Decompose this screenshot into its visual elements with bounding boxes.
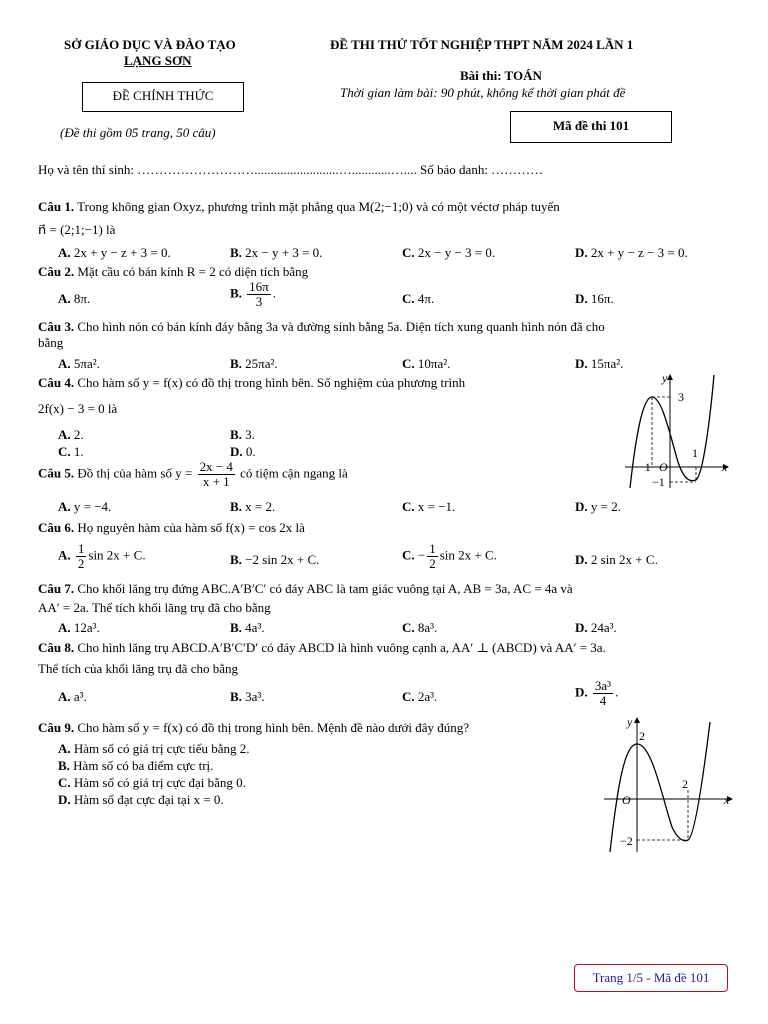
option-tail: . [615,684,619,700]
question-4 [38,374,465,391]
q9-option-d[interactable] [58,791,224,808]
question-text: AA′ = 2a. Thể tích khối lăng trụ đã cho bằng [38,600,271,615]
option-prefix: − [417,547,426,563]
question-1 [38,198,732,215]
question-text: Mặt cầu có bán kính R = 2 có diện tích bằng [77,264,309,279]
question-label: Câu 1. [38,199,75,214]
option-label: A. [58,291,71,306]
q9-option-a[interactable] [58,740,250,757]
option-text: 2a³. [417,689,438,704]
option-text: 8π. [73,291,91,306]
option-label: D. [230,444,243,459]
question-label: Câu 8. [38,640,75,655]
option-label: B. [230,285,242,301]
q5-option-c[interactable] [402,498,455,515]
numerator: 1 [429,541,436,556]
q6-option-c[interactable] [402,542,497,571]
option-text: 10πa². [417,356,451,371]
option-text: 15πa². [590,356,624,371]
option-label: D. [575,291,588,306]
question-text: Cho hàm số y = f(x) có đồ thị trong hình bên. Mệnh đề nào dưới đây đúng? [77,720,470,735]
tick-label: 2 [639,729,645,743]
option-text: Hàm số đạt cực đại tại x = 0. [73,792,224,807]
time-note: Thời gian làm bài: 90 phút, không kể thời gian phát đề [340,85,626,100]
option-text: 4a³. [245,620,265,635]
option-label: A. [58,356,71,371]
denominator: 2 [77,556,85,571]
option-text: 25πa². [245,356,278,371]
q7-option-b[interactable] [230,619,265,636]
question-label: Câu 9. [38,720,75,735]
q7-option-a[interactable] [58,619,100,636]
option-tail: . [272,285,276,301]
numerator: 3a³ [594,678,612,693]
numerator: 16π [249,279,269,294]
q3-option-c[interactable] [402,355,450,372]
option-text: 16π. [590,291,614,306]
q8-option-a[interactable] [58,688,87,705]
option-text: 2 sin 2x + C. [590,552,658,567]
option-label: C. [402,689,415,704]
department-name: SỞ GIÁO DỤC VÀ ĐÀO TẠO [64,37,236,52]
option-label: A. [58,689,71,704]
question-label: Câu 2. [38,264,75,279]
numerator: 1 [77,541,85,556]
question-text: Đồ thị của hàm số y = [77,465,193,481]
option-label: D. [575,684,588,700]
question-7-cont [38,599,732,616]
option-label: D. [575,356,588,371]
q6-option-d[interactable] [575,551,658,568]
graph-q4 [610,370,735,490]
question-text: Họ nguyên hàm của hàm số f(x) = cos 2x là [77,520,305,535]
graph-q9 [592,712,742,857]
question-1-cont [38,221,732,238]
page-footer-box [574,964,728,992]
function-curve [610,722,710,852]
q1-option-a[interactable] [58,244,171,261]
q8-option-c[interactable] [402,688,437,705]
province-name: LẠNG SƠN [124,53,192,68]
q7-option-c[interactable] [402,619,437,636]
x-label: x [724,793,730,807]
option-text: y = −4. [73,499,112,514]
option-label: A. [58,547,71,563]
exam-code-box [510,111,672,143]
q5-option-a[interactable] [58,498,111,515]
q6-option-a[interactable] [58,542,146,571]
option-label: D. [575,499,588,514]
question-text: Cho khối lăng trụ đứng ABC.A′B′C′ có đáy ABC là tam giác vuông tại A, AB = 3a, AC = 4a và [77,581,573,596]
option-label: A. [58,741,71,756]
question-9 [38,719,469,736]
question-8 [38,639,732,656]
tick-label: 1 [692,446,698,460]
option-label: C. [402,620,415,635]
official-exam-box [82,82,244,112]
q1-option-b[interactable] [230,244,322,261]
tick-label: −1 [638,460,651,474]
denominator: 3 [255,294,263,309]
option-text: 2. [73,427,84,442]
option-label: C. [402,499,415,514]
fraction [76,542,87,571]
denominator: x + 1 [202,474,230,489]
candidate-line: Họ và tên thí sinh: ………………………..........................…............….... Số báo danh: ………… [38,162,544,177]
subject-label: Bài thi: TOÁN [460,68,542,83]
question-5 [38,460,348,489]
q2-option-d[interactable] [575,290,614,307]
option-text: 24a³. [590,620,617,635]
question-text: bằng [38,335,64,350]
option-text: 12a³. [73,620,100,635]
option-label: B. [230,427,242,442]
denominator: 2 [429,556,436,571]
question-text: Thể tích của khối lăng trụ đã cho bằng [38,661,238,676]
option-label: C. [402,356,415,371]
q4-option-a[interactable] [58,426,84,443]
option-label: B. [230,552,242,567]
origin-label: O [659,460,668,474]
option-text: 8a³. [417,620,438,635]
official-label: ĐỀ CHÍNH THỨC [112,88,214,103]
option-label: D. [575,245,588,260]
fraction [427,542,438,571]
y-label: y [627,715,633,729]
option-tail: sin 2x + C. [88,547,146,563]
option-text: Hàm số có ba điểm cực trị. [73,758,214,773]
option-text: Hàm số có giá trị cực đại bằng 0. [73,775,246,790]
option-text: a³. [73,689,87,704]
question-text: Cho hình lăng trụ ABCD.A′B′C′D′ có đáy ABCD là hình vuông cạnh a, AA′ ⊥ (ABCD) và AA′ = 3a. [77,640,606,655]
tick-label: 2 [682,777,688,791]
x-label: x [722,460,728,474]
q5-option-d[interactable] [575,498,621,515]
option-label: A. [58,499,71,514]
question-label: Câu 5. [38,465,75,481]
pages-note: (Đề thi gồm 05 trang, 50 câu) [60,125,216,140]
q6-option-b[interactable] [230,551,319,568]
option-label: B. [230,620,242,635]
q5-option-b[interactable] [230,498,275,515]
option-text: 1. [73,444,84,459]
q1-option-c[interactable] [402,244,495,261]
option-label: C. [58,775,71,790]
question-6 [38,519,305,536]
q2-option-c[interactable] [402,290,434,307]
option-text: Hàm số có giá trị cực tiểu bằng 2. [73,741,250,756]
option-label: A. [58,245,71,260]
question-text: có tiệm cận ngang là [240,465,348,481]
y-label: y [662,371,668,385]
numerator: 2x − 4 [199,459,233,474]
question-3-cont [38,334,732,351]
fraction [593,679,613,708]
question-label: Câu 4. [38,375,75,390]
q1-option-d[interactable] [575,244,688,261]
fraction [247,280,271,309]
q8-option-b[interactable] [230,688,265,705]
q7-option-d[interactable] [575,619,617,636]
question-text: Cho hàm số y = f(x) có đồ thị trong hình bên. Số nghiệm của phương trình [77,375,466,390]
option-tail: sin 2x + C. [439,547,497,563]
option-label: B. [230,356,242,371]
question-label: Câu 7. [38,581,75,596]
option-label: C. [58,444,71,459]
option-text: 2x − y + 3 = 0. [245,245,323,260]
question-label: Câu 3. [38,319,75,334]
q3-option-b[interactable] [230,355,278,372]
q4-option-b[interactable] [230,426,255,443]
option-label: B. [230,689,242,704]
option-text: −2 sin 2x + C. [245,552,320,567]
option-text: 3a³. [245,689,265,704]
question-8-cont [38,660,732,677]
option-label: B. [230,499,242,514]
fraction [198,460,235,489]
question-label: Câu 6. [38,520,75,535]
question-2 [38,263,732,280]
option-text: 2x + y − z − 3 = 0. [590,245,688,260]
tick-label: 3 [678,390,684,404]
origin-label: O [622,793,631,807]
option-text: 3. [245,427,255,442]
question-4-cont [38,400,117,417]
question-7 [38,580,732,597]
option-label: A. [58,620,71,635]
question-text: 2f(x) − 3 = 0 là [38,401,118,416]
option-label: B. [58,758,70,773]
exam-title: ĐỀ THI THỬ TỐT NGHIỆP THPT NĂM 2024 LẦN 1 [330,37,634,52]
question-text: n⃗ = (2;1;−1) là [38,222,116,237]
denominator: 4 [599,693,607,708]
option-label: D. [575,620,588,635]
option-label: D. [575,552,588,567]
q9-option-b[interactable] [58,757,213,774]
option-text: x = 2. [245,499,276,514]
exam-code: Mã đề thi 101 [552,118,630,133]
tick-label: −1 [652,475,665,489]
option-text: x = −1. [417,499,456,514]
question-3 [38,318,732,335]
option-text: 5πa². [73,356,100,371]
option-text: 2x + y − z + 3 = 0. [73,245,171,260]
option-label: D. [58,792,71,807]
option-label: C. [402,291,415,306]
option-text: 4π. [417,291,435,306]
q2-option-a[interactable] [58,290,90,307]
q3-option-a[interactable] [58,355,100,372]
option-text: 2x − y − 3 = 0. [417,245,496,260]
q8-option-d[interactable] [575,679,618,708]
q9-option-c[interactable] [58,774,246,791]
page-footer: Trang 1/5 - Mã đề 101 [592,970,710,985]
option-label: A. [58,427,71,442]
option-label: B. [230,245,242,260]
q4-option-d[interactable] [230,443,256,460]
option-label: C. [402,547,415,563]
question-text: Cho hình nón có bán kính đáy bằng 3a và đường sinh bằng 5a. Diện tích xung quanh hình nón đã cho [77,319,605,334]
q2-option-b[interactable] [230,280,276,309]
tick-label: −2 [620,834,633,848]
q4-option-c[interactable] [58,443,84,460]
question-text: Trong không gian Oxyz, phương trình mặt phẳng qua M(2;−1;0) và có một véctơ pháp tuyến [77,199,560,214]
option-label: C. [402,245,415,260]
option-text: 0. [245,444,256,459]
option-text: y = 2. [590,499,621,514]
